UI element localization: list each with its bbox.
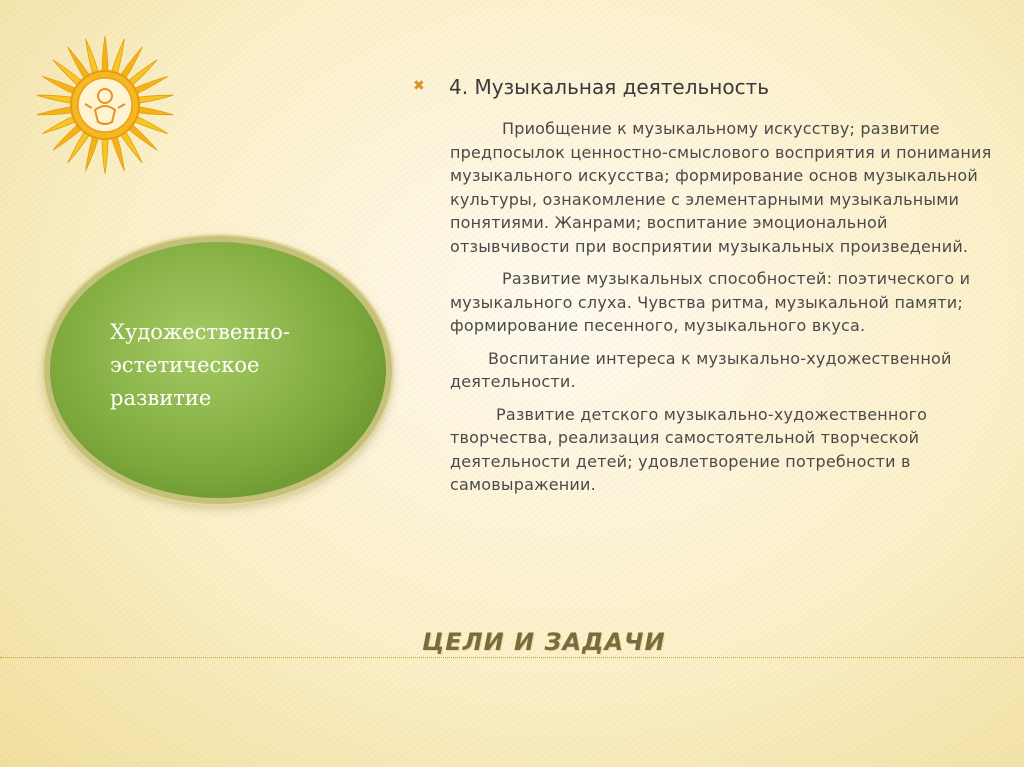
paragraph-music-art-introduction: Приобщение к музыкальному искусству; развитие предпосылок ценностно-смыслового восприятия и понимания музыкального искусства; формирование основ музыкальной культуры, ознакомление с элементарными музыкальными понятиями. Жанрами; воспитание эмоциональной отзывчивости при восприятии музыкальных произведений. <box>450 119 992 256</box>
paragraph-music-creativity: Развитие детского музыкально-художественного творчества, реализация самостоятельной творческой деятельности детей; удовлетворение потребности в самовыражении. <box>450 404 928 494</box>
paragraph-music-abilities: Развитие музыкальных способностей: поэтического и музыкального слуха. Чувства ритма, музыкальной памяти; формирование песенного, музыкального вкуса. <box>450 269 971 335</box>
section-heading: 4. Музыкальная деятельность <box>449 75 770 99</box>
slide-title: ЦЕЛИ И ЗАДАЧИ <box>422 628 666 656</box>
sunflower-logo-icon <box>30 30 180 180</box>
footer-divider <box>0 657 1024 658</box>
bullet-x-icon: ✖ <box>413 78 425 94</box>
category-label-text: Художественно- эстетическое развитие <box>110 320 290 410</box>
body-text <box>450 117 995 497</box>
paragraph-music-interest: Воспитание интереса к музыкально-художественной деятельности. <box>450 348 952 391</box>
category-label <box>110 316 350 415</box>
